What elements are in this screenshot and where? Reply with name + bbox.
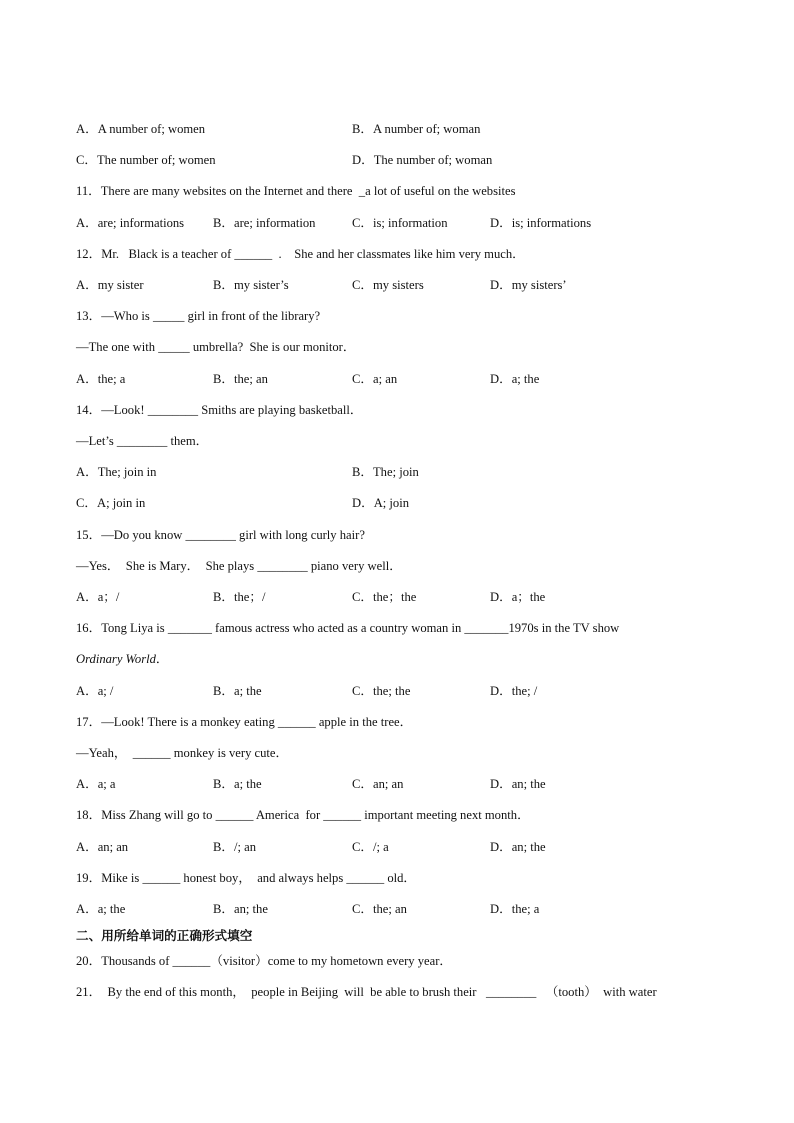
q14-stem: 14．—Look! ________ Smiths are playing basketball． (76, 403, 363, 417)
q16-option-c: C．the; the (352, 684, 411, 698)
q20-stem: 20．Thousands of ______（visitor）come to my hometown every year． (76, 954, 452, 968)
q11-option-d: D．is; informations (490, 216, 592, 230)
section-2-heading: 二、用所给单词的正确形式填空 (76, 928, 253, 943)
q17-option-c: C．an; an (352, 777, 404, 791)
q17-option-b: B．a; the (213, 777, 262, 791)
q16-stem-tail: ． (155, 652, 169, 666)
q19-option-d: D．the; a (490, 902, 540, 916)
q13-stem-reply: —The one with _____ umbrella? She is our monitor． (76, 340, 356, 354)
q15-option-c: C．the；the (352, 590, 417, 604)
q16-option-d: D．the; / (490, 684, 538, 698)
q13-option-b: B．the; an (213, 372, 268, 386)
q13-option-c: C．a; an (352, 372, 398, 386)
q14-option-b: B．The; join (352, 465, 419, 479)
q15-option-a: A．a；/ (76, 590, 120, 604)
q12-stem: 12．Mr. Black is a teacher of ______ . She and her classmates like him very much． (76, 247, 525, 261)
q15-stem: 15．—Do you know ________ girl with long curly hair? (76, 528, 365, 542)
q18-option-c: C．/; a (352, 840, 389, 854)
q19-option-c: C．the; an (352, 902, 407, 916)
q19-option-b: B．an; the (213, 902, 268, 916)
q10-option-b: B．A number of; woman (352, 122, 481, 136)
q18-stem: 18．Miss Zhang will go to ______ America for ______ important meeting next month． (76, 808, 530, 822)
q13-option-a: A．the; a (76, 372, 126, 386)
q18-option-d: D．an; the (490, 840, 546, 854)
q19-stem: 19．Mike is ______ honest boy， and always helps ______ old． (76, 871, 417, 885)
q11-option-c: C．is; information (352, 216, 448, 230)
q10-option-d: D．The number of; woman (352, 153, 493, 167)
q15-stem-reply: —Yes． She is Mary． She plays ________ piano very well． (76, 559, 402, 573)
q16-option-a: A．a; / (76, 684, 114, 698)
q17-option-a: A．a; a (76, 777, 116, 791)
q17-option-d: D．an; the (490, 777, 546, 791)
q15-option-d: D．a；the (490, 590, 546, 604)
q10-option-c: C．The number of; women (76, 153, 216, 167)
q18-option-b: B．/; an (213, 840, 257, 854)
q12-option-b: B．my sister’s (213, 278, 289, 292)
q19-option-a: A．a; the (76, 902, 126, 916)
q15-option-b: B．the；/ (213, 590, 266, 604)
q14-stem-reply: —Let’s ________ them． (76, 434, 209, 448)
q13-stem: 13．—Who is _____ girl in front of the library? (76, 309, 321, 323)
q10-option-a: A．A number of; women (76, 122, 206, 136)
q14-option-a: A．The; join in (76, 465, 157, 479)
q12-option-c: C．my sisters (352, 278, 424, 292)
q12-option-a: A．my sister (76, 278, 144, 292)
show-title: Ordinary World (76, 652, 156, 666)
q16-stem-continued (76, 651, 168, 667)
q13-option-d: D．a; the (490, 372, 540, 386)
q17-stem-reply: —Yeah， ______ monkey is very cute． (76, 746, 289, 760)
q12-option-d: D．my sisters’ (490, 278, 567, 292)
q16-option-b: B．a; the (213, 684, 262, 698)
q18-option-a: A．an; an (76, 840, 129, 854)
q16-stem: 16．Tong Liya is _______ famous actress who acted as a country woman in _______1970s in the TV show (76, 621, 620, 635)
q14-option-d: D．A; join (352, 496, 410, 510)
q17-stem: 17．—Look! There is a monkey eating ______ apple in the tree． (76, 715, 413, 729)
q21-stem: 21． By the end of this month， people in Beijing will be able to brush their ________ （tooth） with water (76, 985, 657, 999)
q11-stem: 11．There are many websites on the Internet and there _a lot of useful on the websites (76, 184, 516, 198)
q14-option-c: C．A; join in (76, 496, 146, 510)
q11-option-a: A．are; informations (76, 216, 185, 230)
q11-option-b: B．are; information (213, 216, 316, 230)
